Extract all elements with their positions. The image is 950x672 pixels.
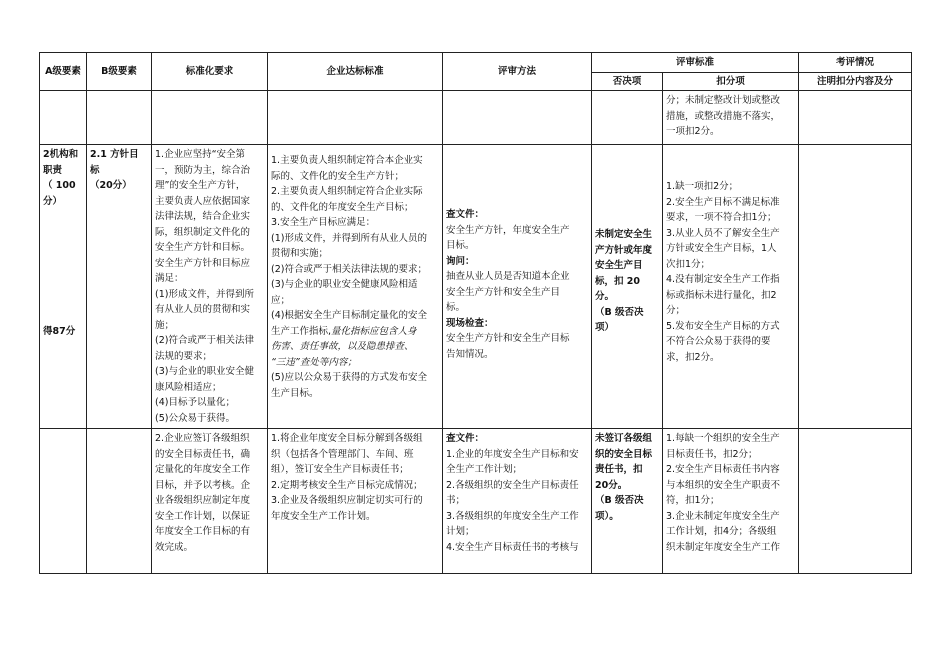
cell xyxy=(799,91,912,145)
header-review-method: 评审方法 xyxy=(443,53,592,91)
deduction-cell: 分；未制定整改计划或整改 措施，或整改措施不落实， 一项扣2分。 xyxy=(663,91,799,145)
header-assessment-note: 注明扣分内容及分 xyxy=(799,73,912,91)
cell xyxy=(40,91,87,145)
header-deduction: 扣分项 xyxy=(663,73,799,91)
veto-cell: 未制定安全生 产方针或年度 安全生产目 标，扣 20 分。 （B 级否决 项） xyxy=(592,145,663,429)
b-level-cell: 2.1 方针目 标 （20分） xyxy=(87,145,152,429)
standard-requirement-cell: 1.企业应坚持“安全第 一，预防为主，综合治 理”的安全生产方针， 主要负责人应依据国家 法律法规，结合企业实 际，组织制定文件化的 安全生产方针和目标。 安全生产方针和目标应 满足： (1)形成文件，并得到所 有从业人员的贯彻和实 施； (2)符合或严于相关法律 法规的要求； (3)与企业的职业安全健 康风险相适应； (4)目标予以量化； (5)公众易于获得。 xyxy=(152,145,268,429)
header-a-level: A级要素 xyxy=(40,53,87,91)
header-enterprise-standard: 企业达标标准 xyxy=(268,53,443,91)
header-veto: 否决项 xyxy=(592,73,663,91)
table-row xyxy=(40,91,912,145)
cell xyxy=(87,91,152,145)
header-assessment: 考评情况 xyxy=(799,53,912,73)
deduction-cell: 1.缺一项扣2分； 2.安全生产目标不满足标准 要求，一项不符合扣1分； 3.从业人员不了解安全生产 方针或安全生产目标，1人 次扣1分； 4.没有制定安全生产工作指 标或指标未进行量化，扣2 分； 5.发布安全生产目标的方式 不符合公众易于获得的要 求，扣2分。 xyxy=(663,145,799,429)
standard-table xyxy=(39,52,912,574)
assessment-cell xyxy=(799,429,912,574)
table-row xyxy=(40,145,912,429)
review-method-cell: 查文件： 安全生产方针，年度安全生产 目标。 询问： 抽查从业人员是否知道本企业 安全生产方针和安全生产目 标。 现场检查： 安全生产方针和安全生产目标 告知情况。 xyxy=(443,145,592,429)
header-standard-requirement: 标准化要求 xyxy=(152,53,268,91)
a-level-cell: 2机构和 职责 （ 100 分） 得87分 xyxy=(40,145,87,429)
assessment-cell xyxy=(799,145,912,429)
header-b-level: B级要素 xyxy=(87,53,152,91)
standard-requirement-cell: 2.企业应签订各级组织 的安全目标责任书，确 定量化的年度安全工作 目标，并予以考核。企 业各级组织应制定年度 安全工作计划，以保证 年度安全工作目标的有 效完成。 xyxy=(152,429,268,574)
cell xyxy=(40,429,87,574)
cell xyxy=(443,91,592,145)
cell xyxy=(152,91,268,145)
enterprise-standard-cell: 1.主要负责人组织制定符合本企业实 际的、文件化的安全生产方针； 2.主要负责人组织制定符合企业实际 的、文件化的年度安全生产目标； 3.安全生产目标应满足： (1)形成文件，并得到所有从业人员的 贯彻和实施； (2)符合或严于相关法律法规的要求； (3)与企业的职业安全健康风险相适 应； (4)根据安全生产目标制定量化的安全 生产工作指标,量化指标应包含人身 伤害、责任事故，以及隐患排查、 “三违”查处等内容； (5)应以公众易于获得的方式发布安全 生产目标。 xyxy=(268,145,443,429)
a-level-score: 得87分 xyxy=(43,326,76,337)
cell xyxy=(268,91,443,145)
veto-cell: 未签订各级组 织的安全目标 责任书，扣 20分。 （B 级否决 项）。 xyxy=(592,429,663,574)
table-row xyxy=(40,429,912,574)
review-method-cell: 查文件： 1.企业的年度安全生产目标和安 全生产工作计划； 2.各级组织的安全生产目标责任 书； 3.各级组织的年度安全生产工作 计划； 4.安全生产目标责任书的考核与 xyxy=(443,429,592,574)
enterprise-standard-cell: 1.将企业年度安全目标分解到各级组 织（包括各个管理部门、车间、班 组），签订安全生产目标责任书； 2.定期考核安全生产目标完成情况； 3.企业及各级组织应制定切实可行的 年度安全生产工作计划。 xyxy=(268,429,443,574)
deduction-cell: 1.每缺一个组织的安全生产 目标责任书，扣2分； 2.安全生产目标责任书内容 与本组织的安全生产职责不 符，扣1分； 3.企业未制定年度安全生产 工作计划，扣4分；各级组 织未制定年度安全生产工作 xyxy=(663,429,799,574)
header-review-standard: 评审标准 xyxy=(592,53,799,73)
cell xyxy=(87,429,152,574)
cell xyxy=(592,91,663,145)
